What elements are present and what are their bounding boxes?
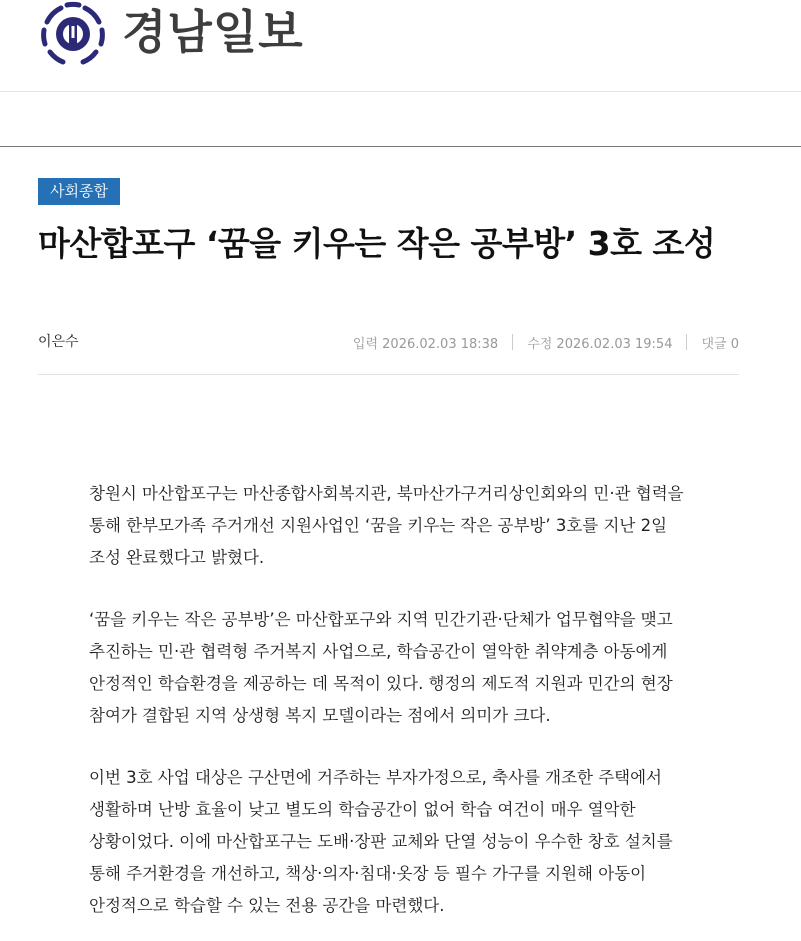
section-badge[interactable]: 사회종합 <box>38 178 120 205</box>
article-paragraph: 창원시 마산합포구는 마산종합사회복지관, 북마산가구거리상인회와의 민·관 협력을 통해 한부모가족 주거개선 지원사업인 ‘꿈을 키우는 작은 공부방’ 3호를 지난 2일 조성 완료했다고 밝혔다. <box>89 484 684 567</box>
modified-date: 수정 2026.02.03 19:54 <box>527 336 673 352</box>
meta-divider <box>512 334 513 350</box>
header-divider <box>38 374 739 375</box>
article-paragraph: ‘꿈을 키우는 작은 공부방’은 마산합포구와 지역 민간기관·단체가 업무협약을 맺고 추진하는 민·관 협력형 주거복지 사업으로, 학습공간이 열악한 취약계층 아동에게 안정적인 학습환경을 제공하는 데 목적이 있다. 행정의 제도적 지원과 민간의 현장 참여가 결합된 지역 상생형 복지 모델이라는 점에서 의미가 크다. <box>89 610 673 725</box>
comment-count[interactable]: 댓글 0 <box>701 336 739 352</box>
article-title: 마산합포구 ‘꿈을 키우는 작은 공부방’ 3호 조성 <box>38 224 716 263</box>
newspaper-emblem-icon[interactable] <box>37 0 109 70</box>
navigation-bar <box>0 92 801 147</box>
site-logo-text[interactable]: 경남일보 <box>122 5 304 59</box>
article-meta <box>38 328 739 356</box>
author-name[interactable]: 이은수 <box>38 334 79 350</box>
article-info <box>353 328 739 356</box>
masthead <box>0 0 801 92</box>
meta-divider <box>686 334 687 350</box>
article-paragraph: 이번 3호 사업 대상은 구산면에 거주하는 부자가정으로, 축사를 개조한 주택에서 생활하며 난방 효율이 낮고 별도의 학습공간이 없어 학습 여건이 매우 열악한 상황이었다. 이에 마산합포구는 도배·장판 교체와 단열 성능이 우수한 창호 설치를 통해 주거환경을 개선하고, 책상·의자·침대·옷장 등 필수 가구를 지원해 아동이 안정적으로 학습할 수 있는 전용 공간을 마련했다. <box>89 768 673 915</box>
published-date: 입력 2026.02.03 18:38 <box>352 336 499 352</box>
article-body <box>89 478 695 941</box>
